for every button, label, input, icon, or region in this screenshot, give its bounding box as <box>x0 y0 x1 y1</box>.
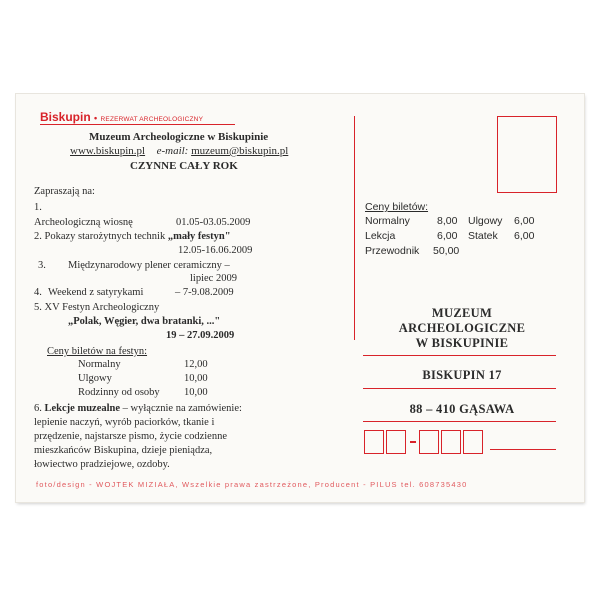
postal-code-box-1 <box>364 430 384 454</box>
email-link[interactable]: muzeum@biskupin.pl <box>191 145 289 157</box>
price-reduced: 6,00 <box>514 215 535 227</box>
brand-subtitle: REZERWAT ARCHEOLOGICZNY <box>100 116 204 123</box>
lessons-heading-line <box>34 403 242 414</box>
brand-logo <box>40 110 203 124</box>
address-rule-3 <box>363 421 556 422</box>
lessons-line-1: – wyłącznie na zamówienie: <box>122 403 242 414</box>
event-5-name: XV Festyn Archeologiczny <box>44 302 160 313</box>
price-guide-label: Przewodnik <box>365 245 420 257</box>
brand-underline <box>40 124 235 125</box>
lessons-title: Lekcje muzealne <box>44 403 121 414</box>
event-1-number: 1. <box>34 202 42 213</box>
brand-dot: • <box>94 113 98 123</box>
email-label: e-mail: <box>156 145 189 157</box>
address-line-3: W BISKUPINIE <box>415 336 509 350</box>
stamp-box <box>497 116 557 193</box>
event-4-number: 4. <box>34 287 42 298</box>
event-5-date: 19 – 27.09.2009 <box>166 330 235 341</box>
price-normal: 8,00 <box>437 215 458 227</box>
price-ship-label: Statek <box>468 230 498 242</box>
event-5-title: „Polak, Węgier, dwa bratanki, ..." <box>68 316 221 327</box>
address-line-2: ARCHEOLOGICZNE <box>398 321 526 335</box>
address-city: 88 – 410 GĄSAWA <box>409 402 515 416</box>
event-1-date: 01.05-03.05.2009 <box>176 217 251 228</box>
event-2 <box>34 231 231 242</box>
address-street: BISKUPIN 17 <box>422 368 502 382</box>
lessons-line-5: łowiectwo pradziejowe, ozdoby. <box>34 459 170 470</box>
address-line-1: MUZEUM <box>431 306 493 320</box>
event-3-name: Międzynarodowy plener ceramiczny – <box>68 260 230 271</box>
festival-price-normal: 12,00 <box>184 359 208 370</box>
event-5-number: 5. <box>34 302 42 313</box>
event-3-date: lipiec 2009 <box>190 273 237 284</box>
lessons-number: 6. <box>34 403 42 414</box>
city-line <box>490 449 556 450</box>
center-divider <box>354 116 355 340</box>
festival-price-reduced: 10,00 <box>184 373 208 384</box>
festival-price-normal-label: Normalny <box>78 359 121 370</box>
invite-text: Zapraszają na: <box>34 186 95 197</box>
open-all-year: CZYNNE CAŁY ROK <box>130 160 238 172</box>
lessons-line-3: przędzenie, najstarsze pismo, życie codzienne <box>34 431 227 442</box>
event-5 <box>34 302 159 313</box>
postal-code-box-2 <box>386 430 406 454</box>
address-rule-2 <box>363 388 556 389</box>
festival-price-family-label: Rodzinny od osoby <box>78 387 160 398</box>
postal-code-box-5 <box>463 430 483 454</box>
event-2-title: „mały festyn" <box>167 231 231 242</box>
event-2-number: 2. <box>34 231 42 242</box>
postal-code-box-4 <box>441 430 461 454</box>
price-lesson: 6,00 <box>437 230 458 242</box>
museum-title: Muzeum Archeologiczne w Biskupinie <box>89 131 269 143</box>
price-reduced-label: Ulgowy <box>468 215 503 227</box>
postal-code-box-3 <box>419 430 439 454</box>
footer-credits: foto/design - WOJTEK MIZIAŁA, Wszelkie prawa zastrzeżone, Producent - PILUS tel. 608735430 <box>36 480 468 489</box>
address-rule-1 <box>363 355 556 356</box>
event-4-date: – 7-9.08.2009 <box>175 287 234 298</box>
lessons-line-4: mieszkańców Biskupina, dzieje pieniądza, <box>34 445 213 456</box>
postal-code-dash <box>410 441 416 443</box>
event-3-number: 3. <box>38 260 46 271</box>
event-2-name: Pokazy starożytnych technik <box>44 231 168 242</box>
price-ship: 6,00 <box>514 230 535 242</box>
event-2-date: 12.05-16.06.2009 <box>178 245 253 256</box>
festival-price-reduced-label: Ulgowy <box>78 373 112 384</box>
price-lesson-label: Lekcja <box>365 230 396 242</box>
event-4-name: Weekend z satyrykami <box>48 287 144 298</box>
festival-price-family: 10,00 <box>184 387 208 398</box>
brand-name: Biskupin <box>40 110 91 124</box>
lessons-line-2: lepienie naczyń, wyrób paciorków, tkanie i <box>34 417 215 428</box>
contact-line <box>70 145 288 157</box>
website-link[interactable]: www.biskupin.pl <box>70 145 146 157</box>
price-guide: 50,00 <box>433 245 460 257</box>
ticket-prices-heading: Ceny biletów: <box>365 201 429 213</box>
festival-prices-heading: Ceny biletów na festyn: <box>47 346 148 357</box>
price-normal-label: Normalny <box>365 215 410 227</box>
event-1-name: Archeologiczną wiosnę <box>34 217 133 228</box>
